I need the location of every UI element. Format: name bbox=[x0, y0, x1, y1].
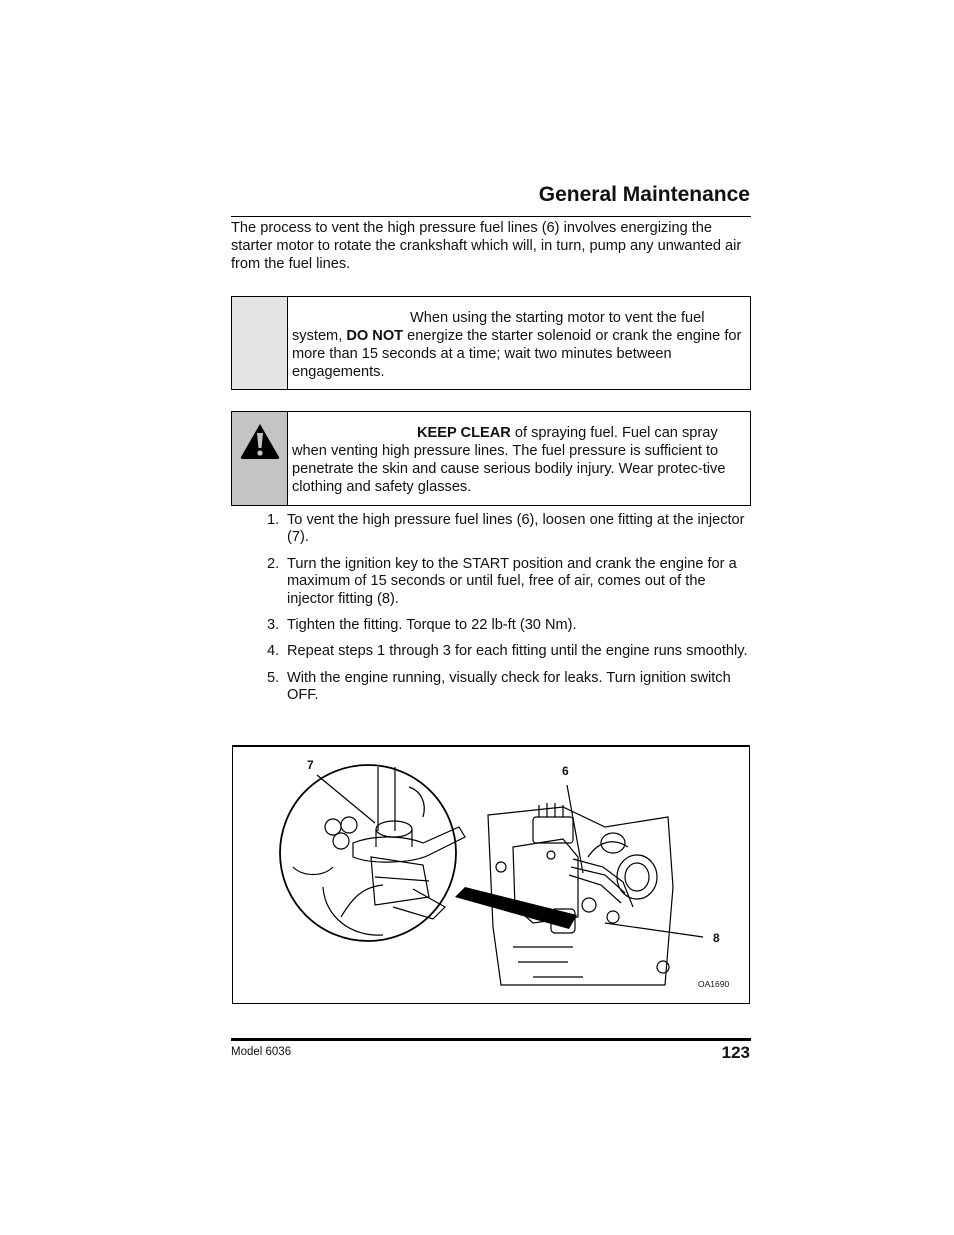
list-item bbox=[231, 512, 751, 547]
notice-box bbox=[231, 296, 751, 390]
model-label: Model 6036 bbox=[231, 1046, 292, 1058]
step-number: 1. bbox=[267, 512, 280, 528]
warning-triangle-icon bbox=[239, 422, 281, 460]
list-item bbox=[231, 670, 751, 705]
list-item bbox=[231, 617, 751, 634]
step-number: 5. bbox=[267, 669, 280, 686]
notice-text bbox=[292, 309, 744, 381]
step-number: 4. bbox=[267, 643, 280, 660]
list-item bbox=[231, 556, 751, 608]
notice-emphasis: DO NOT bbox=[346, 328, 404, 344]
step-number: 2. bbox=[267, 555, 280, 572]
page-title: General Maintenance bbox=[538, 183, 750, 206]
intro-paragraph: The process to vent the high pressure fuel lines (6) involves energizing the starter motor to rotate the crankshaft which will, in turn, pump any unwanted air from the fuel lines. bbox=[231, 220, 742, 272]
step-text: With the engine running, visually check for leaks. Turn ignition switch OFF. bbox=[287, 669, 731, 704]
callout-8: 8 bbox=[713, 931, 720, 945]
engine-illustration bbox=[233, 747, 749, 1003]
footer-rule bbox=[231, 1038, 751, 1041]
list-item bbox=[231, 643, 751, 660]
warning-text bbox=[292, 424, 744, 496]
title-rule bbox=[231, 216, 751, 217]
page-number: 123 bbox=[721, 1043, 750, 1062]
warning-rest: of spraying fuel. Fuel can spray when venting high pressure lines. The fuel pressure is sufficient to penetrate the skin and cause serious bodily injury. Wear protec-tive clothing and safety glasses. bbox=[292, 425, 726, 495]
callout-6: 6 bbox=[562, 764, 569, 778]
engine-figure bbox=[232, 745, 750, 1004]
warning-emphasis: KEEP CLEAR bbox=[417, 425, 511, 441]
step-number: 3. bbox=[267, 617, 280, 634]
steps-list bbox=[231, 512, 751, 714]
warning-side-panel bbox=[232, 412, 288, 505]
step-text: Repeat steps 1 through 3 for each fitting until the engine runs smoothly. bbox=[287, 643, 748, 660]
notice-side-panel bbox=[232, 297, 288, 389]
step-text: Turn the ignition key to the START position and crank the engine for a maximum of 15 seconds or until fuel, free of air, comes out of the injector fitting (8). bbox=[287, 555, 737, 607]
warning-box bbox=[231, 411, 751, 506]
notice-rest: energize the starter solenoid or crank the engine for more than 15 seconds at a time; wait two minutes between engagements. bbox=[292, 328, 742, 380]
figure-code: OA1690 bbox=[698, 979, 730, 989]
step-text: To vent the high pressure fuel lines (6), loosen one fitting at the injector (7). bbox=[287, 512, 745, 546]
callout-7: 7 bbox=[307, 758, 314, 772]
notice-lead: When using the starting motor to vent the fuel system, bbox=[292, 310, 705, 344]
step-text: Tighten the fitting. Torque to 22 lb-ft (30 Nm). bbox=[287, 617, 577, 634]
